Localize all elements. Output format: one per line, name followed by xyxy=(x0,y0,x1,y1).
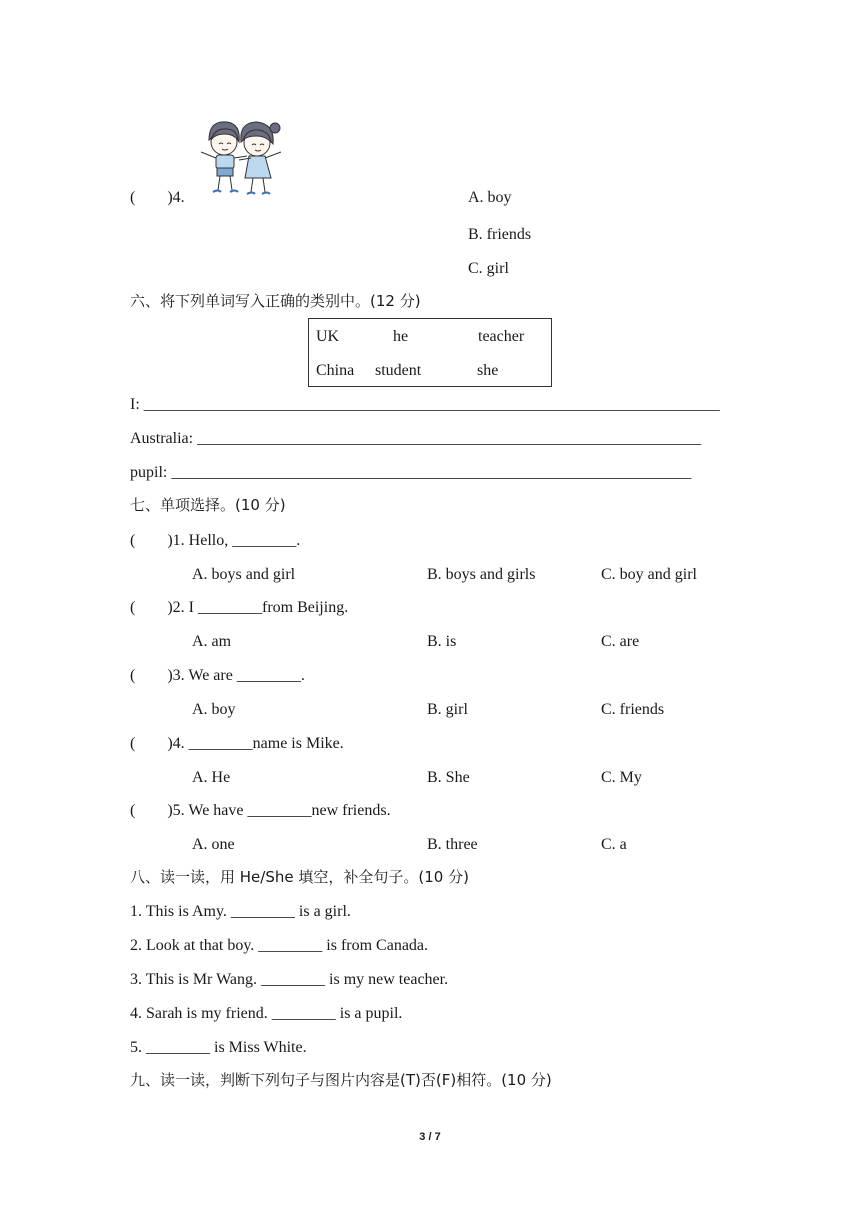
category-line-pupil: pupil: _________________________________________________________________ xyxy=(130,464,692,481)
section8-title: 八、读一读，用 He/She 填空，补全句子。(10 分) xyxy=(130,868,469,886)
mc-q5-stem: ( )5. We have ________new friends. xyxy=(130,802,391,819)
mc-q5-b: B. three xyxy=(427,836,478,853)
mc-q3-b: B. girl xyxy=(427,701,468,718)
mc-q2-a: A. am xyxy=(192,633,232,650)
fill-item-1: 1. This is Amy. ________ is a girl. xyxy=(130,903,351,920)
word-china: China xyxy=(316,362,355,379)
category-line-i: I: ________________________________________________________________________ xyxy=(130,396,720,413)
mc-q2-c: C. are xyxy=(601,633,640,650)
q4-option-a: A. boy xyxy=(468,189,512,206)
fill-item-3: 3. This is Mr Wang. ________ is my new teacher. xyxy=(130,971,449,988)
mc-q3-c: C. friends xyxy=(601,701,665,718)
mc-q4-a: A. He xyxy=(192,769,231,786)
section7-title: 七、单项选择。(10 分) xyxy=(130,496,286,514)
mc-q1-c: C. boy and girl xyxy=(601,566,697,583)
mc-q4-stem: ( )4. ________name is Mike. xyxy=(130,735,344,752)
kids-illustration xyxy=(195,112,287,204)
mc-q4-b: B. She xyxy=(427,769,470,786)
word-teacher: teacher xyxy=(478,328,525,345)
q4-option-c: C. girl xyxy=(468,260,509,277)
fill-item-5: 5. ________ is Miss White. xyxy=(130,1039,307,1056)
mc-q5-c: C. a xyxy=(601,836,627,853)
mc-q1-stem: ( )1. Hello, ________. xyxy=(130,532,301,549)
mc-q2-stem: ( )2. I ________from Beijing. xyxy=(130,599,349,616)
mc-q2-b: B. is xyxy=(427,633,457,650)
word-uk: UK xyxy=(316,328,340,345)
category-line-australia: Australia: _______________________________________________________________ xyxy=(130,430,702,447)
section6-title: 六、将下列单词写入正确的类别中。(12 分) xyxy=(130,292,421,310)
section9-title: 九、读一读，判断下列句子与图片内容是(T)否(F)相符。(10 分) xyxy=(130,1071,552,1089)
mc-q1-b: B. boys and girls xyxy=(427,566,536,583)
mc-q3-a: A. boy xyxy=(192,701,236,718)
page-number: 3 / 7 xyxy=(419,1131,441,1143)
q4-number: ( )4. xyxy=(130,189,185,206)
mc-q5-a: A. one xyxy=(192,836,235,853)
mc-q1-a: A. boys and girl xyxy=(192,566,296,583)
q4-option-b: B. friends xyxy=(468,226,532,243)
word-she: she xyxy=(477,362,499,379)
fill-item-4: 4. Sarah is my friend. ________ is a pupil. xyxy=(130,1005,403,1022)
fill-item-2: 2. Look at that boy. ________ is from Canada. xyxy=(130,937,429,954)
mc-q4-c: C. My xyxy=(601,769,642,786)
word-student: student xyxy=(375,362,422,379)
mc-q3-stem: ( )3. We are ________. xyxy=(130,667,305,684)
word-he: he xyxy=(393,328,409,345)
